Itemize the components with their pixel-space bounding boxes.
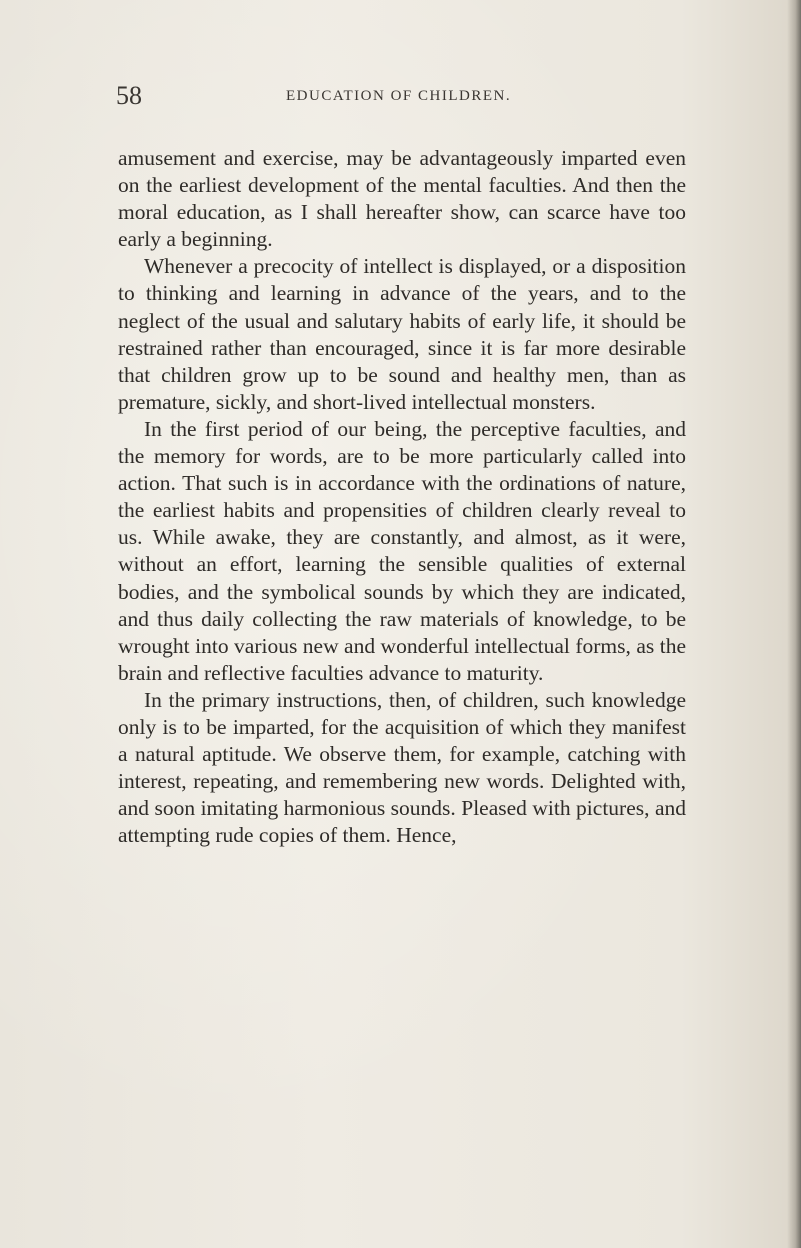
running-title: EDUCATION OF CHILDREN. <box>286 88 512 104</box>
page-header <box>116 78 716 114</box>
paragraph-continuation: amusement and exercise, may be advantageously imparted even on the earliest development of the mental faculties. And then the moral education, as I shall hereafter show, can scarce have too early a beginning. <box>118 146 686 252</box>
page-number: 58 <box>116 81 142 110</box>
paragraph-primary-instructions: In the primary instructions, then, of children, such knowledge only is to be imparted, for the acquisition of which they manifest a natural aptitude. We observe them, for example, catching with interest, repeating, and remembering new words. Delighted with, and soon imitating harmonious sounds. Pleased with pictures, and attempting rude copies of them. Hence, <box>118 687 686 848</box>
paragraph-perceptive-faculties: In the first period of our being, the perceptive faculties, and the memory for words, are to be more particularly called into action. That such is in accordance with the ordinations of nature, the earliest habits and propensities of children clearly reveal to us. While awake, they are constantly, and almost, as it were, without an effort, learning the sensible qualities of external bodies, and the symbolical sounds by which they are indicated, and thus daily collecting the raw materials of knowledge, to be wrought into various new and wonderful intellectual forms, as the brain and reflective faculties advance to maturity. <box>118 416 686 685</box>
body-text <box>118 145 686 849</box>
page-edge-shadow <box>787 0 801 1248</box>
paragraph-precocity: Whenever a precocity of intellect is displayed, or a disposition to thinking and learning in advance of the years, and to the neglect of the usual and salutary habits of early life, it should be restrained rather than encouraged, since it is far more desirable that children grow up to be sound and healthy men, than as premature, sickly, and short-lived intellectual monsters. <box>118 254 686 414</box>
